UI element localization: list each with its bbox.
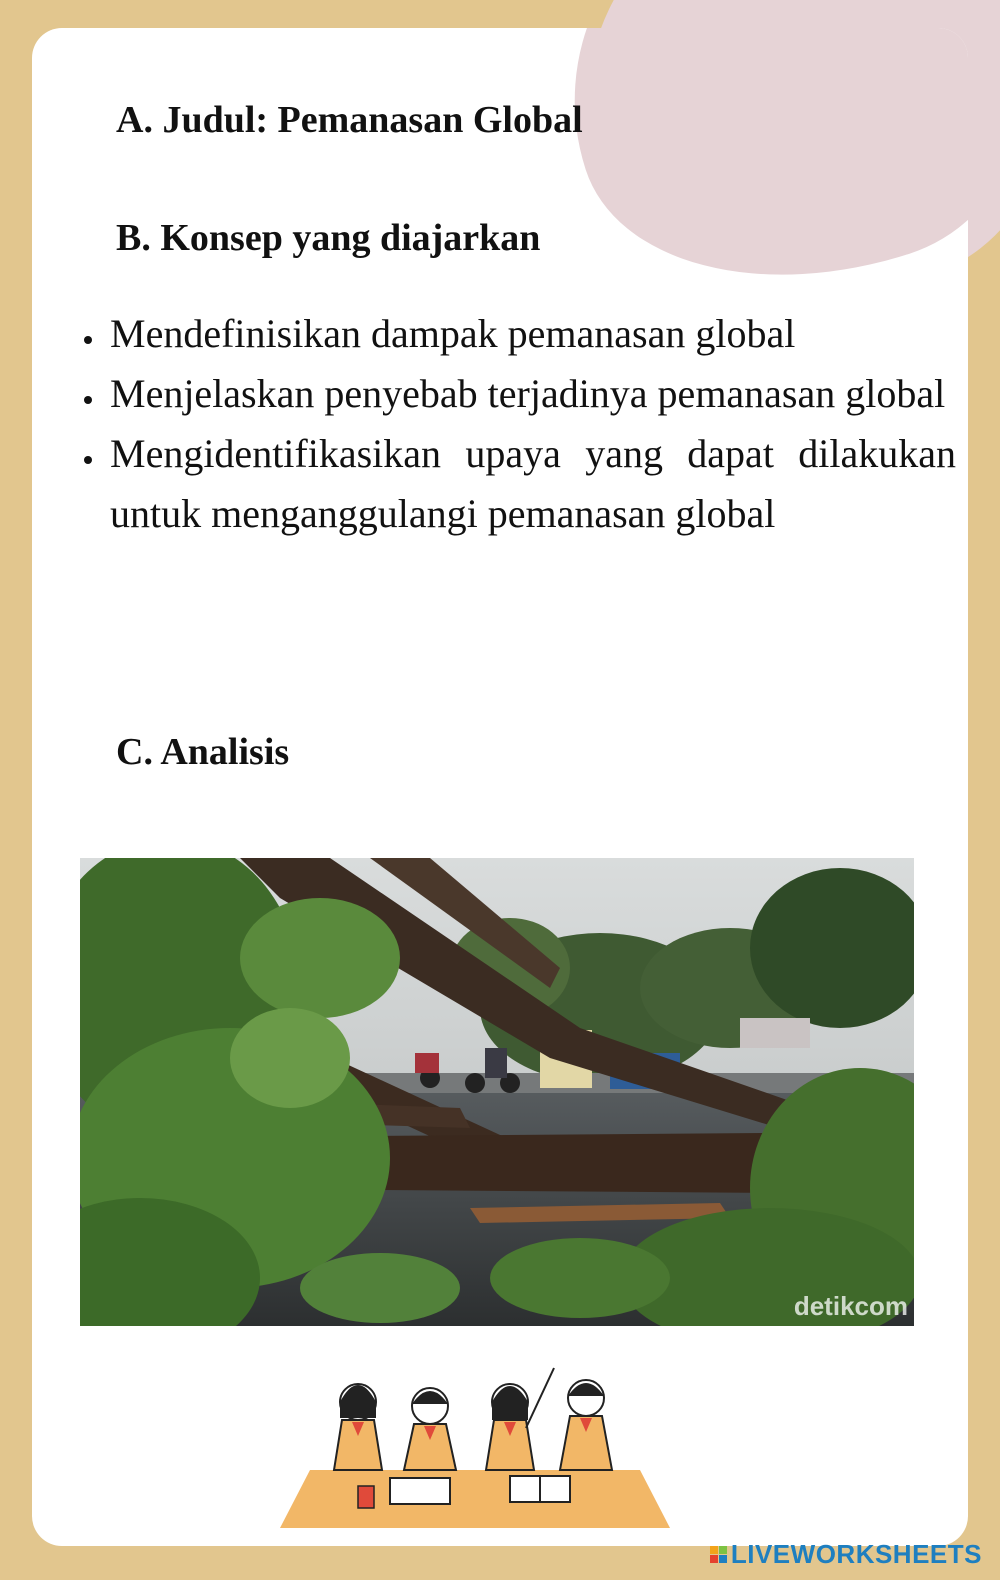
liveworksheets-logo[interactable] [710, 1539, 982, 1570]
concept-list [82, 304, 956, 544]
liveworksheets-logo-icon [710, 1546, 727, 1563]
card-decorative-blob [518, 28, 968, 341]
students-illustration [270, 1358, 680, 1538]
section-a-title: A. Judul: Pemanasan Global [116, 99, 583, 141]
logo-text: LIVEWORKSHEETS [730, 1539, 982, 1569]
concept-item: • Menjelaskan penyebab terjadinya pemanasan global [106, 364, 956, 424]
worksheet-card [32, 28, 968, 1546]
fallen-tree-photo [80, 858, 914, 1326]
section-c-title: C. Analisis [116, 731, 290, 773]
photo-watermark: detikcom [793, 1291, 908, 1321]
concept-item: • Mendefinisikan dampak pemanasan global [106, 304, 956, 364]
concept-item: • Mengidentifikasikan upaya yang dapat dilakukan untuk menganggulangi pemanasan global [106, 424, 956, 544]
section-b-title: B. Konsep yang diajarkan [116, 217, 541, 259]
